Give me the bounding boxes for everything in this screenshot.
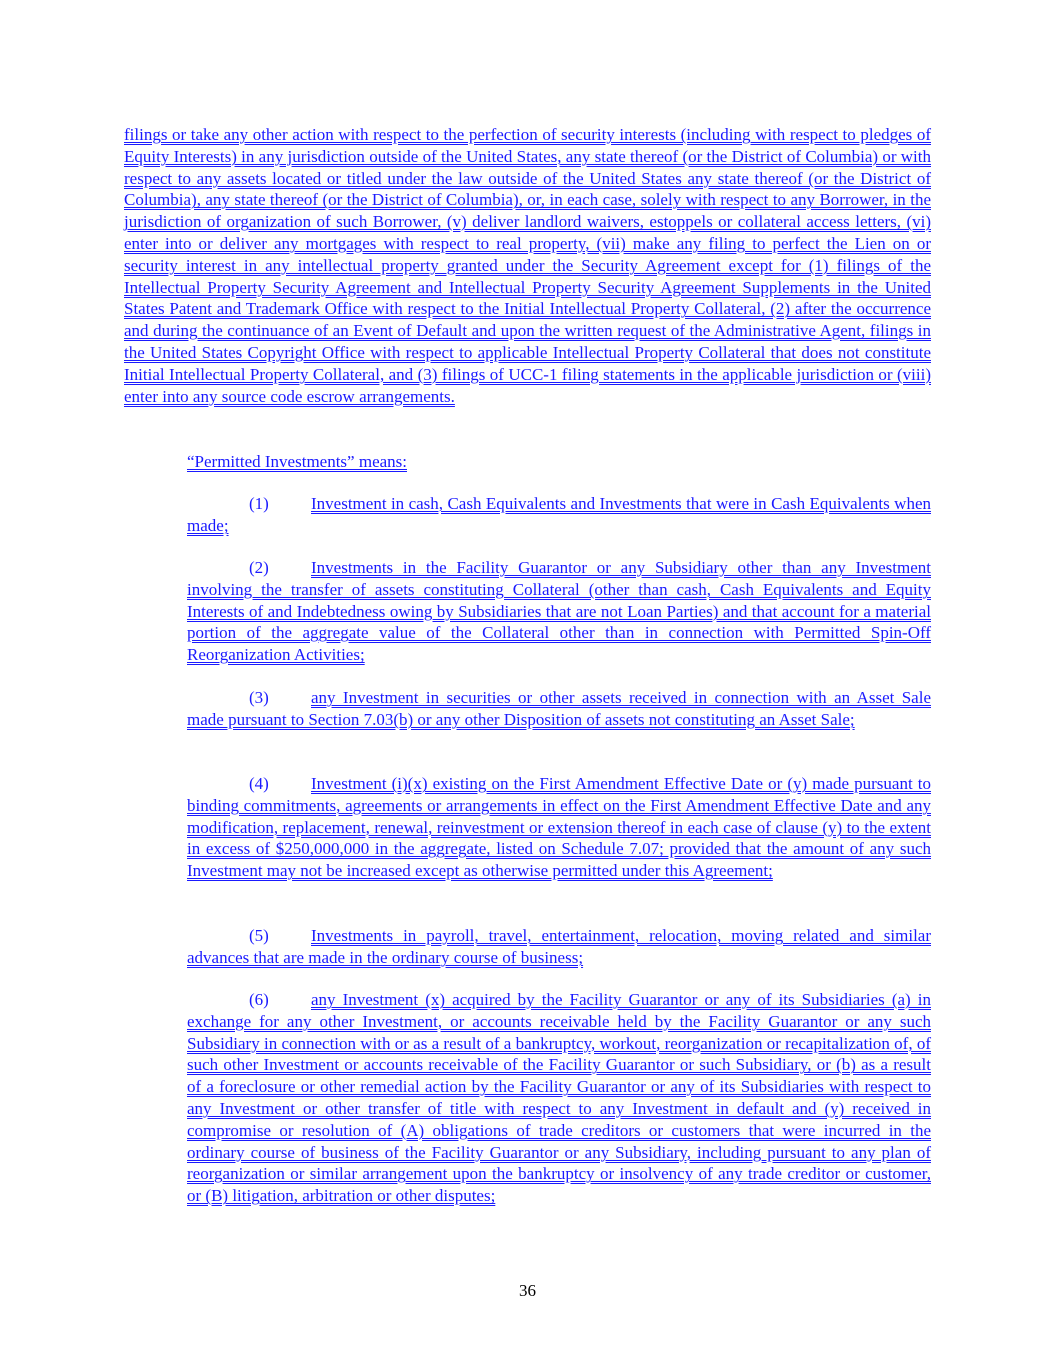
- intro-paragraph: filings or take any other action with respect to the perfection of security interests (including with respect to pledges of Equity Interests) in any jurisdiction outside of the United States, any state thereof (or the District of Columbia) or with respect to any assets located or titled under the law outside of the United States any state thereof (or the District of Columbia), any state thereof (or the District of Columbia), or, in each case, solely with respect to any Borrower, in the jurisdiction of organization of such Borrower, (v) deliver landlord waivers, estoppels or collateral access letters, (vi) enter into or deliver any mortgages with respect to real property, (vii) make any filing to perfect the Lien on or security interest in any intellectual property granted under the Security Agreement except for (1) filings of the Intellectual Property Security Agreement and Intellectual Property Security Agreement Supplements in the United States Patent and Trademark Office with respect to the Initial Intellectual Property Collateral, (2) after the occurrence and during the continuance of an Event of Default and upon the written request of the Administrative Agent, filings in the United States Copyright Office with respect to applicable Intellectual Property Collateral that does not constitute Initial Intellectual Property Collateral, and (3) filings of UCC-1 filing statements in the applicable jurisdiction or (viii) enter into any source code escrow arrangements.: [124, 125, 931, 406]
- item-number: (2): [249, 558, 269, 577]
- item-text: Investments in payroll, travel, entertainment, relocation, moving related and similar advances that are made in the ordinary course of business;: [187, 926, 931, 967]
- list-item: [187, 989, 931, 1207]
- item-number: (6): [249, 990, 269, 1009]
- item-number: (5): [249, 926, 269, 945]
- item-text: Investments in the Facility Guarantor or any Subsidiary other than any Investment involving the transfer of assets constituting Collateral (other than cash, Cash Equivalents and Equity Interests of and Indebtedness owing by Subsidiaries that are not Loan Parties) and that account for a material portion of the aggregate value of the Collateral other than in connection with Permitted Spin-Off Reorganization Activities;: [187, 558, 931, 665]
- list-item: [187, 493, 931, 537]
- item-text: Investment in cash, Cash Equivalents and Investments that were in Cash Equivalents when made;: [187, 494, 931, 535]
- item-text: any Investment in securities or other assets received in connection with an Asset Sale made pursuant to Section 7.03(b) or any other Disposition of assets not constituting an Asset Sale;: [187, 688, 931, 729]
- item-number: (3): [249, 688, 269, 707]
- page-number: 36: [519, 1281, 536, 1300]
- item-text: Investment (i)(x) existing on the First Amendment Effective Date or (y) made pursuant to binding commitments, agreements or arrangements in effect on the First Amendment Effective Date and any modification, replacement, renewal, reinvestment or extension thereof in each case of clause (y) to the extent in excess of $250,000,000 in the aggregate, listed on Schedule 7.07; provided that the amount of any such Investment may not be increased except as otherwise permitted under this Agreement;: [187, 774, 931, 881]
- list-item: [187, 773, 931, 882]
- definition-heading: “Permitted Investments” means:: [187, 452, 407, 471]
- list-item: [187, 557, 931, 666]
- item-number: (4): [249, 774, 269, 793]
- list-item: [187, 687, 931, 731]
- list-item: [187, 925, 931, 969]
- item-number: (1): [249, 494, 269, 513]
- item-text: any Investment (x) acquired by the Facility Guarantor or any of its Subsidiaries (a) in exchange for any other Investment, or accounts receivable held by the Facility Guarantor or any such Subsidiary in connection with or as a result of a bankruptcy, workout, reorganization or recapitalization of, of such other Investment or accounts receivable of the Facility Guarantor or such Subsidiary, or (b) as a result of a foreclosure or other remedial action by the Facility Guarantor or any of its Subsidiaries with respect to any Investment or other transfer of title with respect to any Investment in default and (y) received in compromise or resolution of (A) obligations of trade creditors or customers that were incurred in the ordinary course of business of the Facility Guarantor or any Subsidiary, including pursuant to any plan of reorganization or similar arrangement upon the bankruptcy or insolvency of any trade creditor or customer, or (B) litigation, arbitration or other disputes;: [187, 990, 931, 1206]
